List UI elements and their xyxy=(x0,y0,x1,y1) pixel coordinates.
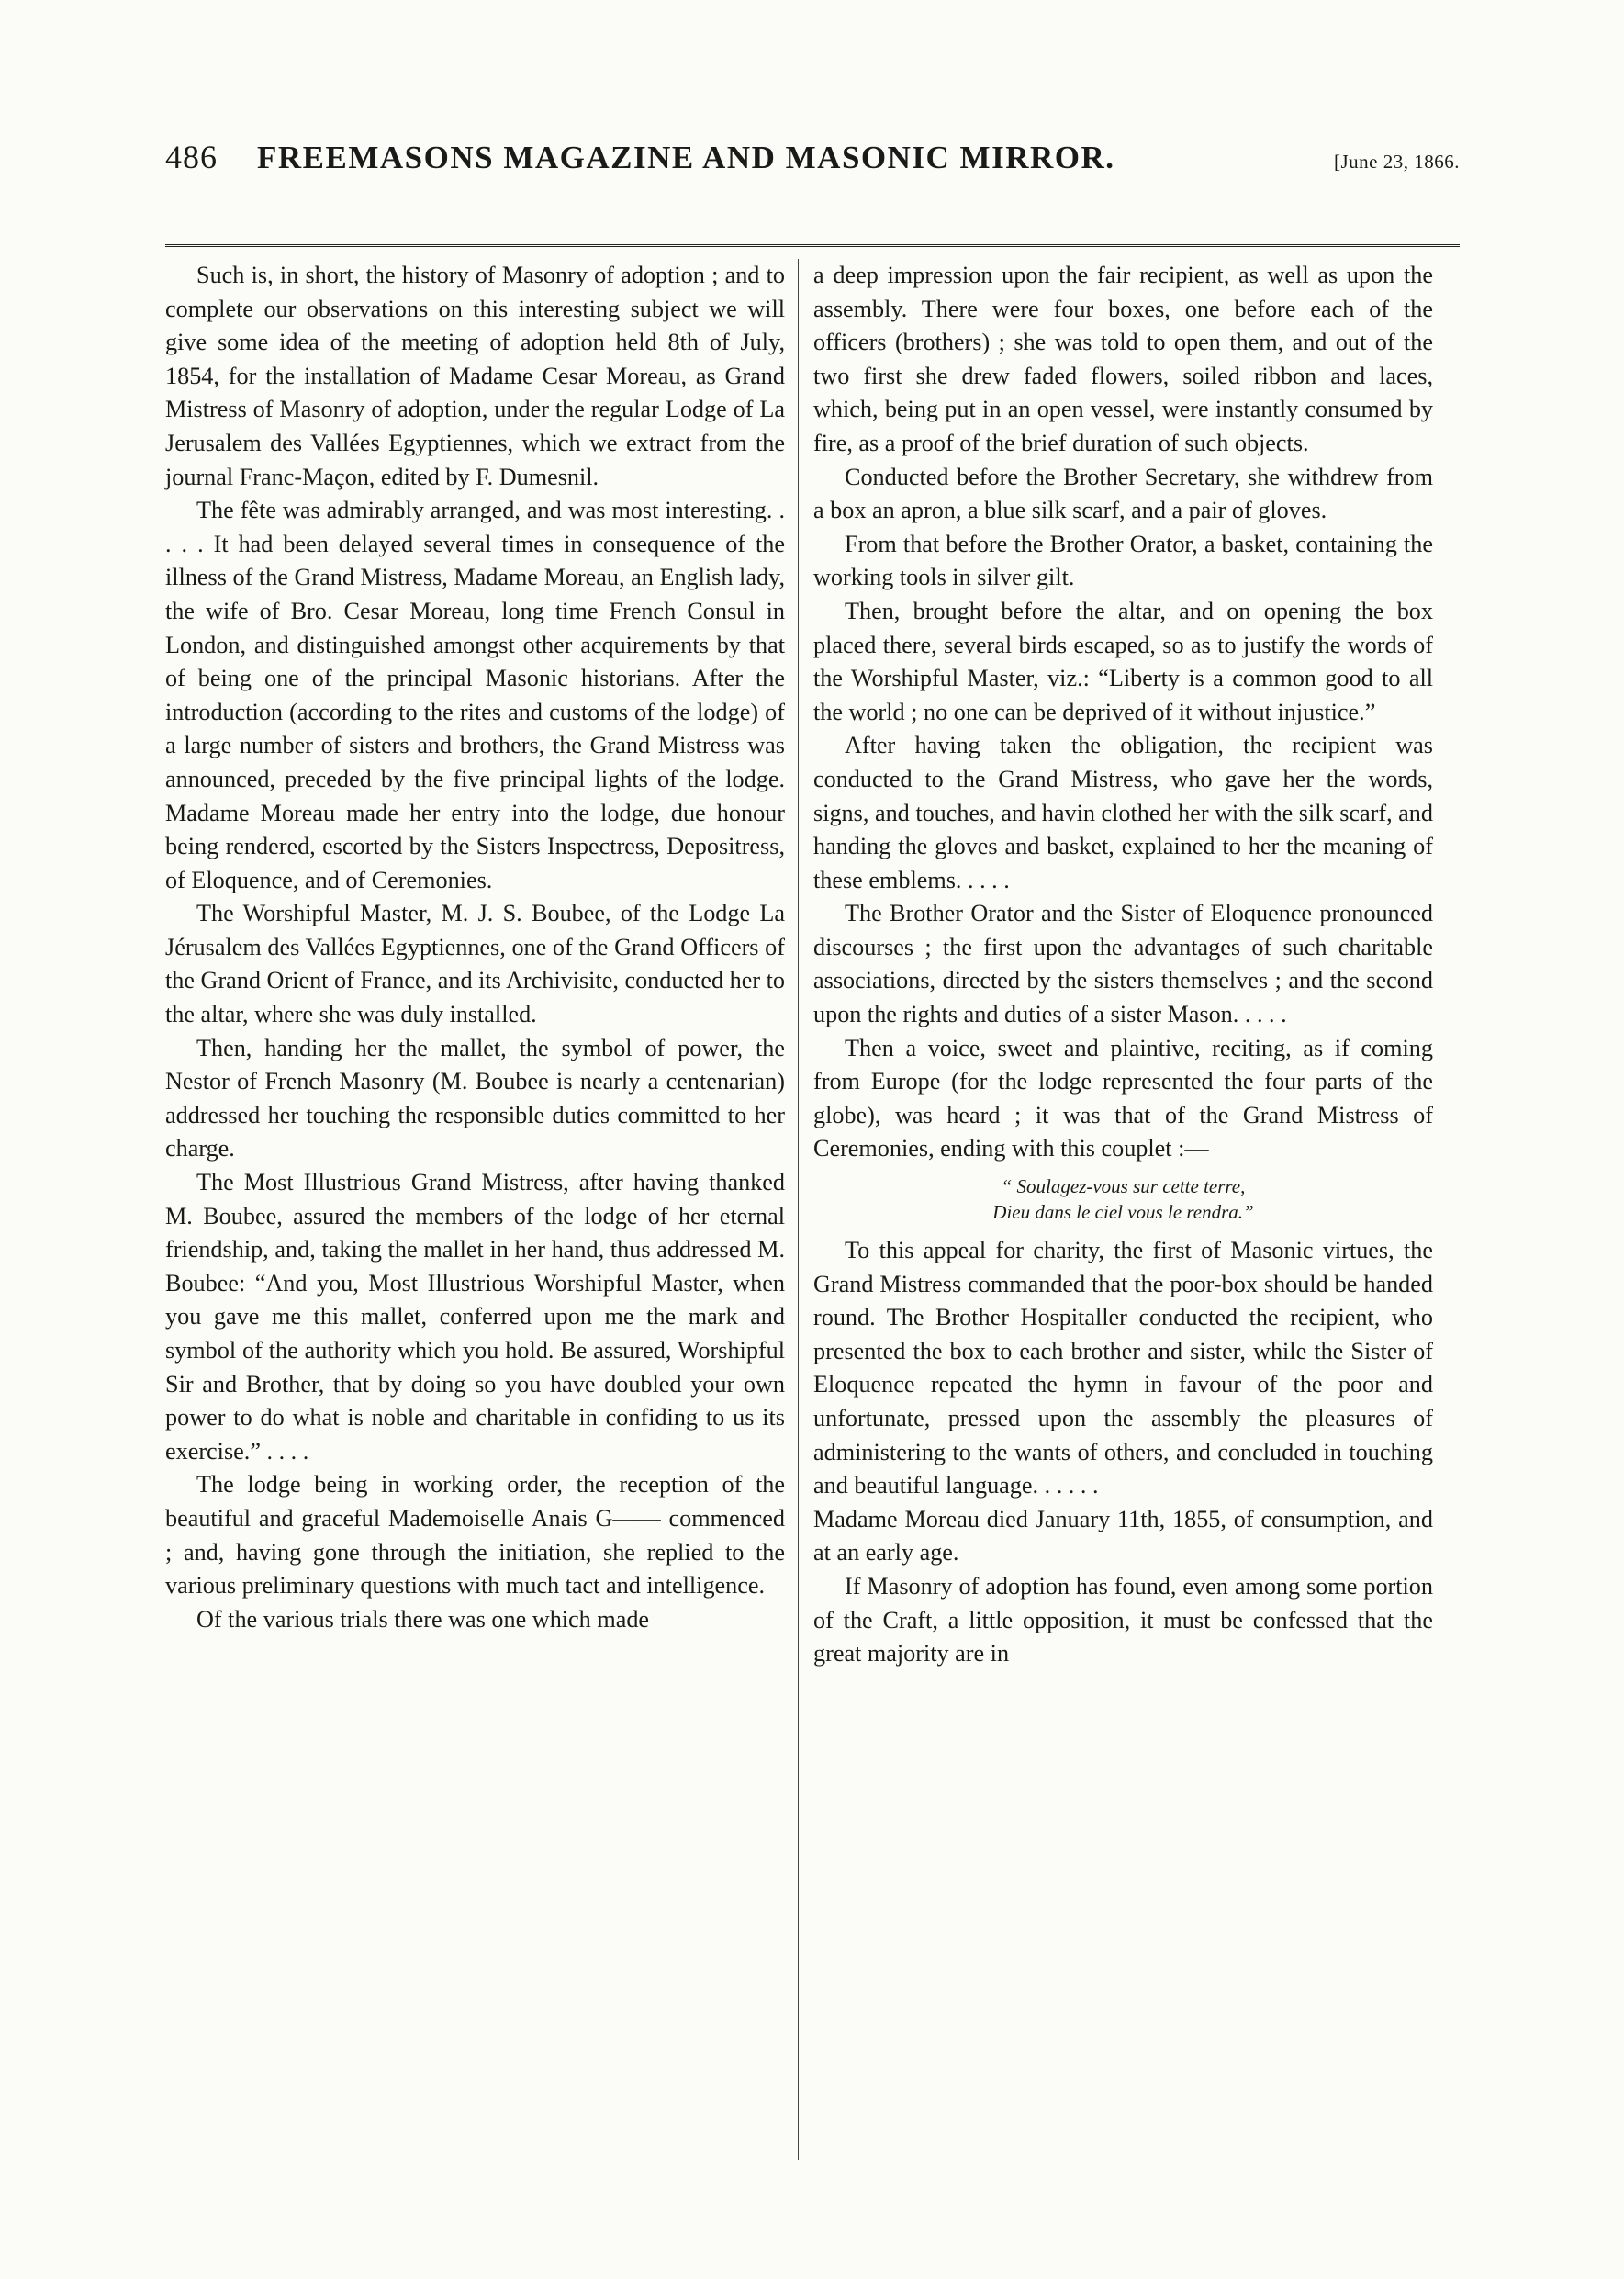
paragraph: If Masonry of adoption has found, even among some portion of the Craft, a little opposition, it must be confessed that the great majority are in xyxy=(813,1572,1433,1667)
couplet-line: “ Soulagez-vous sur cette terre, xyxy=(1001,1175,1246,1198)
page-number: 486 xyxy=(165,139,218,175)
paragraph: Madame Moreau died January 11th, 1855, of consumption, and at an early age. xyxy=(813,1505,1433,1566)
paragraph: The lodge being in working order, the reception of the beautiful and graceful Mademoiselle Anais G—— commenced ; and, having gone through the initiation, she replied to the various preliminary questions with much tact and intelligence. xyxy=(165,1471,785,1600)
running-header xyxy=(165,138,1460,195)
paragraph: Then, brought before the altar, and on opening the box placed there, several birds escaped, so as to justify the words of the Worshipful Master, viz.: “Liberty is a common good to all the world ; no one can be deprived of it without injustice.” xyxy=(813,597,1433,725)
paragraph: To this appeal for charity, the first of Masonic virtues, the Grand Mistress commanded that the poor-box should be handed round. The Brother Hospitaller conducted the recipient, who presented the box to each brother and sister, while the Sister of Eloquence repeated the hymn in favour of the poor and unfortunate, pressed upon the assembly the pleasures of administering to the wants of others, and concluded in touching and beautiful language. . . . . . xyxy=(813,1237,1433,1499)
text-columns xyxy=(165,259,1460,2187)
paragraph: a deep impression upon the fair recipient, as well as upon the assembly. There were four boxes, one before each of the officers (brothers) ; she was told to open them, and out of the two first she drew faded flowers, soiled ribbon and laces, which, being put in an open vessel, were instantly consumed by fire, as a proof of the brief duration of such objects. xyxy=(813,262,1433,456)
paragraph: The Most Illustrious Grand Mistress, after having thanked M. Boubee, assured the members of the lodge of her eternal friendship, and, taking the mallet in her hand, thus addressed M. Boubee: “And you, Most Illustrious Worshipful Master, when you gave me this mallet, conferred upon me the mark and symbol of the authority which you hold. Be assured, Worshipful Sir and Brother, that by doing so you have doubled your own power to do what is noble and charitable in confiding to us its exercise.” . . . . xyxy=(165,1169,785,1465)
paragraph: The Brother Orator and the Sister of Eloquence pronounced discourses ; the first upon the advantages of such charitable associations, directed by the sisters themselves ; and the second upon the rights and duties of a sister Mason. . . . . xyxy=(813,900,1433,1028)
page xyxy=(165,138,1460,2185)
paragraph: From that before the Brother Orator, a basket, containing the working tools in silver gilt. xyxy=(813,530,1433,591)
paragraph: After having taken the obligation, the recipient was conducted to the Grand Mistress, who gave her the words, signs, and touches, and havin clothed her with the silk scarf, and handing the gloves and basket, explained to her the meaning of these emblems. . . . . xyxy=(813,732,1433,893)
paragraph: Then, handing her the mallet, the symbol of power, the Nestor of French Masonry (M. Boubee is nearly a centenarian) addressed her touching the responsible duties committed to her charge. xyxy=(165,1034,785,1162)
right-column xyxy=(799,259,1433,2187)
couplet-line: Dieu dans le ciel vous le rendra.” xyxy=(992,1201,1254,1224)
paragraph: The Worshipful Master, M. J. S. Boubee, of the Lodge La Jérusalem des Vallées Egyptiennes, one of the Grand Officers of the Grand Orient of France, and its Archivisite, conducted her to the altar, where she was duly installed. xyxy=(165,900,785,1028)
left-column xyxy=(165,259,798,2187)
issue-date: [June 23, 1866. xyxy=(1334,151,1460,173)
couplet xyxy=(813,1173,1433,1225)
paragraph: Conducted before the Brother Secretary, she withdrew from a box an apron, a blue silk scarf, and a pair of gloves. xyxy=(813,463,1433,524)
paragraph: Of the various trials there was one which made xyxy=(196,1605,650,1633)
paragraph: Such is, in short, the history of Masonry of adoption ; and to complete our observations on this interesting subject we will give some idea of the meeting of adoption held 8th of July, 1854, for the installation of Madame Cesar Moreau, as Grand Mistress of Masonry of adoption, under the regular Lodge of La Jerusalem des Vallées Egyptiennes, which we extract from the journal Franc-Maçon, edited by F. Dumesnil. xyxy=(165,262,785,490)
header-rule xyxy=(165,244,1460,247)
running-title: FREEMASONS MAGAZINE AND MASONIC MIRROR. xyxy=(257,140,1115,175)
paragraph: The fête was admirably arranged, and was most interesting. . . . . It had been delayed several times in consequence of the illness of the Grand Mistress, Madame Moreau, an English lady, the wife of Bro. Cesar Moreau, long time French Consul in London, and distinguished amongst other acquirements by that of being one of the principal Masonic historians. After the introduction (according to the rites and customs of the lodge) of a large number of sisters and brothers, the Grand Mistress was announced, preceded by the five principal lights of the lodge. Madame Moreau made her entry into the lodge, due honour being rendered, escorted by the Sisters Inspectress, Depositress, of Eloquence, and of Ceremonies. xyxy=(165,497,785,893)
paragraph: Then a voice, sweet and plaintive, reciting, as if coming from Europe (for the lodge represented the four parts of the globe), was heard ; it was that of the Grand Mistress of Ceremonies, ending with this couplet :— xyxy=(813,1034,1433,1162)
